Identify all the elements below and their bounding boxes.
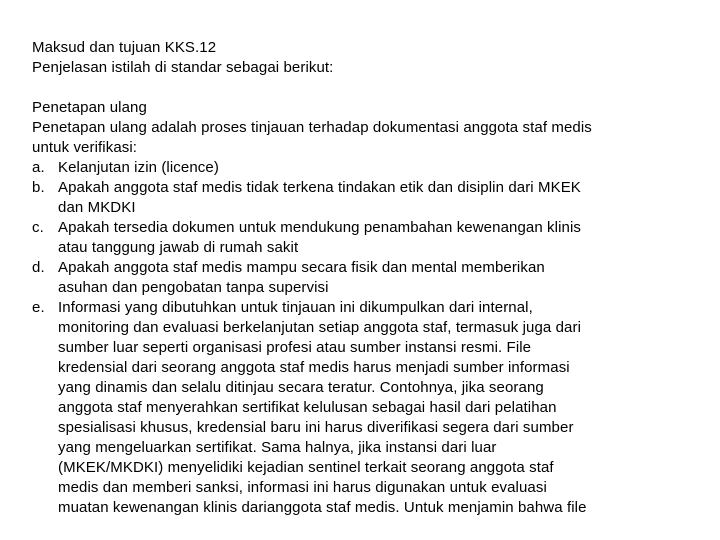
section-intro-line: Penetapan ulang adalah proses tinjauan terhadap dokumentasi anggota staf medis — [32, 119, 592, 136]
section-heading: Penetapan ulang — [32, 99, 147, 116]
list-item-line: Informasi yang dibutuhkan untuk tinjauan ini dikumpulkan dari internal, — [58, 299, 533, 316]
list-item-line: monitoring dan evaluasi berkelanjutan setiap anggota staf, termasuk juga dari — [58, 319, 582, 336]
list-item-line: Kelanjutan izin (licence) — [58, 159, 219, 176]
list-item-text — [58, 298, 692, 518]
list-item — [32, 178, 692, 218]
list-item-line: kredensial dari seorang anggota staf medis harus menjadi sumber informasi — [58, 359, 570, 376]
list-item-line: muatan kewenangan klinis darianggota staf medis. Untuk menjamin bahwa file — [58, 499, 587, 516]
list-item — [32, 258, 692, 298]
list-item-line: (MKEK/MKDKI) menyelidiki kejadian sentinel terkait seorang anggota staf — [58, 459, 554, 476]
list-marker: e. — [32, 299, 45, 316]
list-item — [32, 298, 692, 518]
list-item-line: medis dan memberi sanksi, informasi ini harus digunakan untuk evaluasi — [58, 479, 547, 496]
list-item-line: atau tanggung jawab di rumah sakit — [58, 239, 299, 256]
list-marker: b. — [32, 179, 45, 196]
list-marker: c. — [32, 219, 44, 236]
list-item-line: yang mengeluarkan sertifikat. Sama halnya, jika instansi dari luar — [58, 439, 497, 456]
list-item-line: Apakah anggota staf medis tidak terkena tindakan etik dan disiplin dari MKEK — [58, 179, 581, 196]
list-item-text — [58, 158, 692, 178]
criteria-list — [32, 158, 692, 518]
list-item — [32, 218, 692, 258]
list-item-text — [58, 218, 692, 258]
list-item-line: asuhan dan pengobatan tanpa supervisi — [58, 279, 329, 296]
document-body — [32, 38, 692, 518]
list-item-line: yang dinamis dan selalu ditinjau secara teratur. Contohnya, jika seorang — [58, 379, 544, 396]
list-item — [32, 158, 692, 178]
document-title: Maksud dan tujuan KKS.12 — [32, 39, 217, 56]
list-item-line: Apakah anggota staf medis mampu secara fisik dan mental memberikan — [58, 259, 545, 276]
list-marker: a. — [32, 159, 45, 176]
list-item-text — [58, 258, 692, 298]
list-item-line: spesialisasi khusus, kredensial baru ini harus diverifikasi segera dari sumber — [58, 419, 574, 436]
list-item-line: sumber luar seperti organisasi profesi atau sumber instansi resmi. File — [58, 339, 532, 356]
list-item-text — [58, 178, 692, 218]
list-item-line: anggota staf menyerahkan sertifikat kelulusan sebagai hasil dari pelatihan — [58, 399, 557, 416]
section-intro-line: untuk verifikasi: — [32, 139, 138, 156]
list-marker: d. — [32, 259, 45, 276]
list-item-line: dan MKDKI — [58, 199, 136, 216]
document-subtitle: Penjelasan istilah di standar sebagai berikut: — [32, 59, 334, 76]
list-item-line: Apakah tersedia dokumen untuk mendukung penambahan kewenangan klinis — [58, 219, 581, 236]
paragraph-gap — [32, 78, 692, 98]
